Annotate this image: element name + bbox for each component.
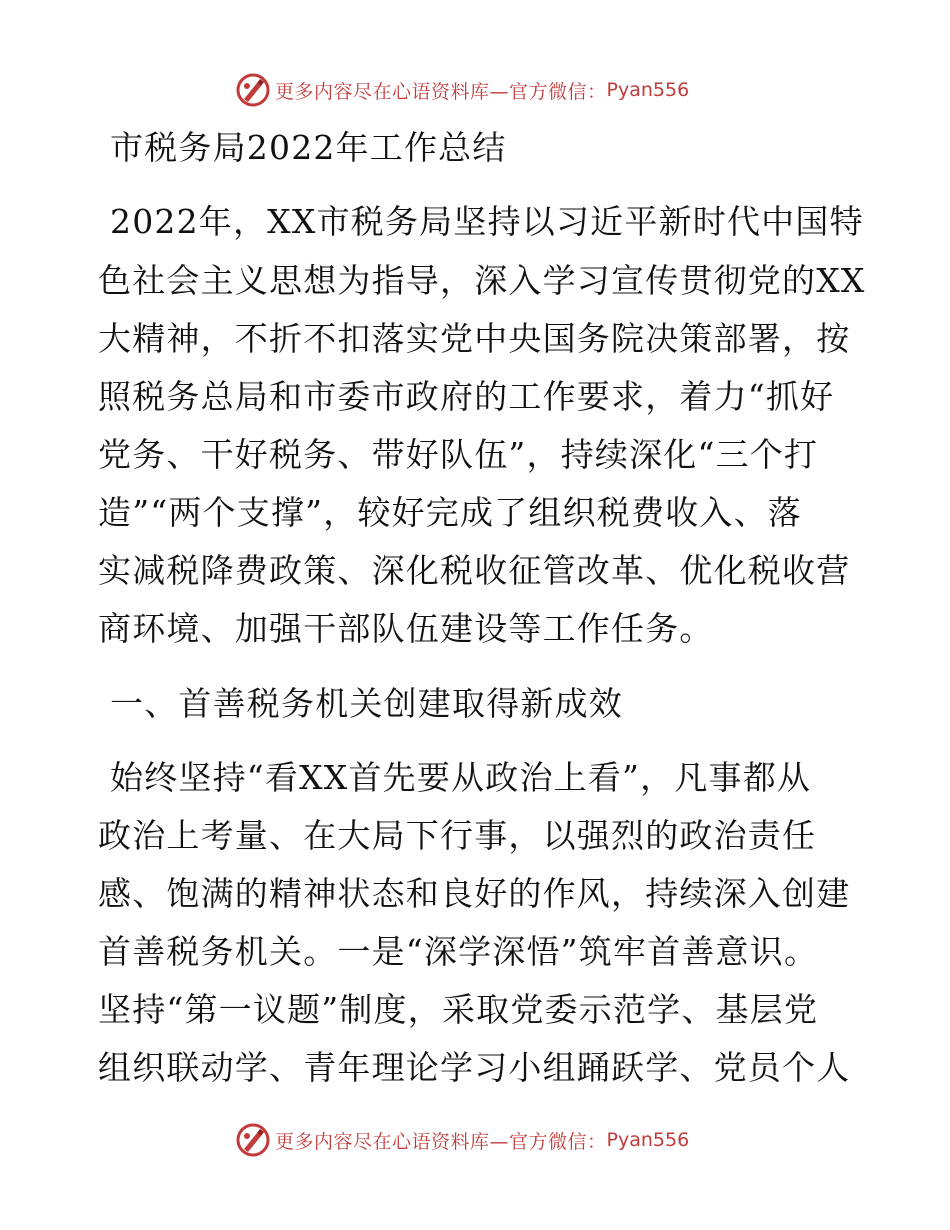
section1-line: 组织联动学、青年理论学习小组踊跃学、党员个人 [98, 1048, 851, 1087]
document-title: 市税务局2022年工作总结 [110, 128, 507, 167]
pen-logo-icon [235, 1122, 271, 1158]
intro-line: 照税务总局和市委市政府的工作要求，着力“抓好 [98, 377, 835, 416]
section1-line: 坚持“第一议题”制度，采取党委示范学、基层党 [98, 990, 819, 1029]
intro-line: 造”“两个支撑”，较好完成了组织税费收入、落 [98, 493, 803, 532]
watermark-contact: Pyan556 [606, 79, 690, 101]
intro-line: 2022年，XX市税务局坚持以习近平新时代中国特 [110, 202, 864, 241]
watermark-top [235, 70, 689, 110]
intro-line: 色社会主义思想为指导，深入学习宣传贯彻党的XX [98, 261, 866, 300]
watermark-text: 更多内容尽在心语资料库—官方微信： [275, 80, 607, 103]
section1-line: 政治上考量、在大局下行事，以强烈的政治责任 [98, 816, 817, 855]
section1-line: 始终坚持“看XX首先要从政治上看”，凡事都从 [110, 758, 812, 797]
pen-logo-icon [235, 72, 271, 108]
intro-line: 实减税降费政策、深化税收征管改革、优化税收营 [98, 551, 851, 590]
watermark-bottom [235, 1120, 689, 1160]
intro-line: 大精神，不折不扣落实党中央国务院决策部署，按 [98, 319, 851, 358]
intro-line: 党务、干好税务、带好队伍”，持续深化“三个打 [98, 435, 819, 474]
intro-line: 商环境、加强干部队伍建设等工作任务。 [98, 609, 714, 648]
watermark-contact: Pyan556 [606, 1129, 690, 1151]
watermark-text: 更多内容尽在心语资料库—官方微信： [275, 1130, 607, 1153]
section1-line: 感、饱满的精神状态和良好的作风，持续深入创建 [98, 874, 851, 913]
section1-line: 首善税务机关。一是“深学深悟”筑牢首善意识。 [98, 932, 819, 971]
section-heading: 一、首善税务机关创建取得新成效 [110, 684, 623, 723]
